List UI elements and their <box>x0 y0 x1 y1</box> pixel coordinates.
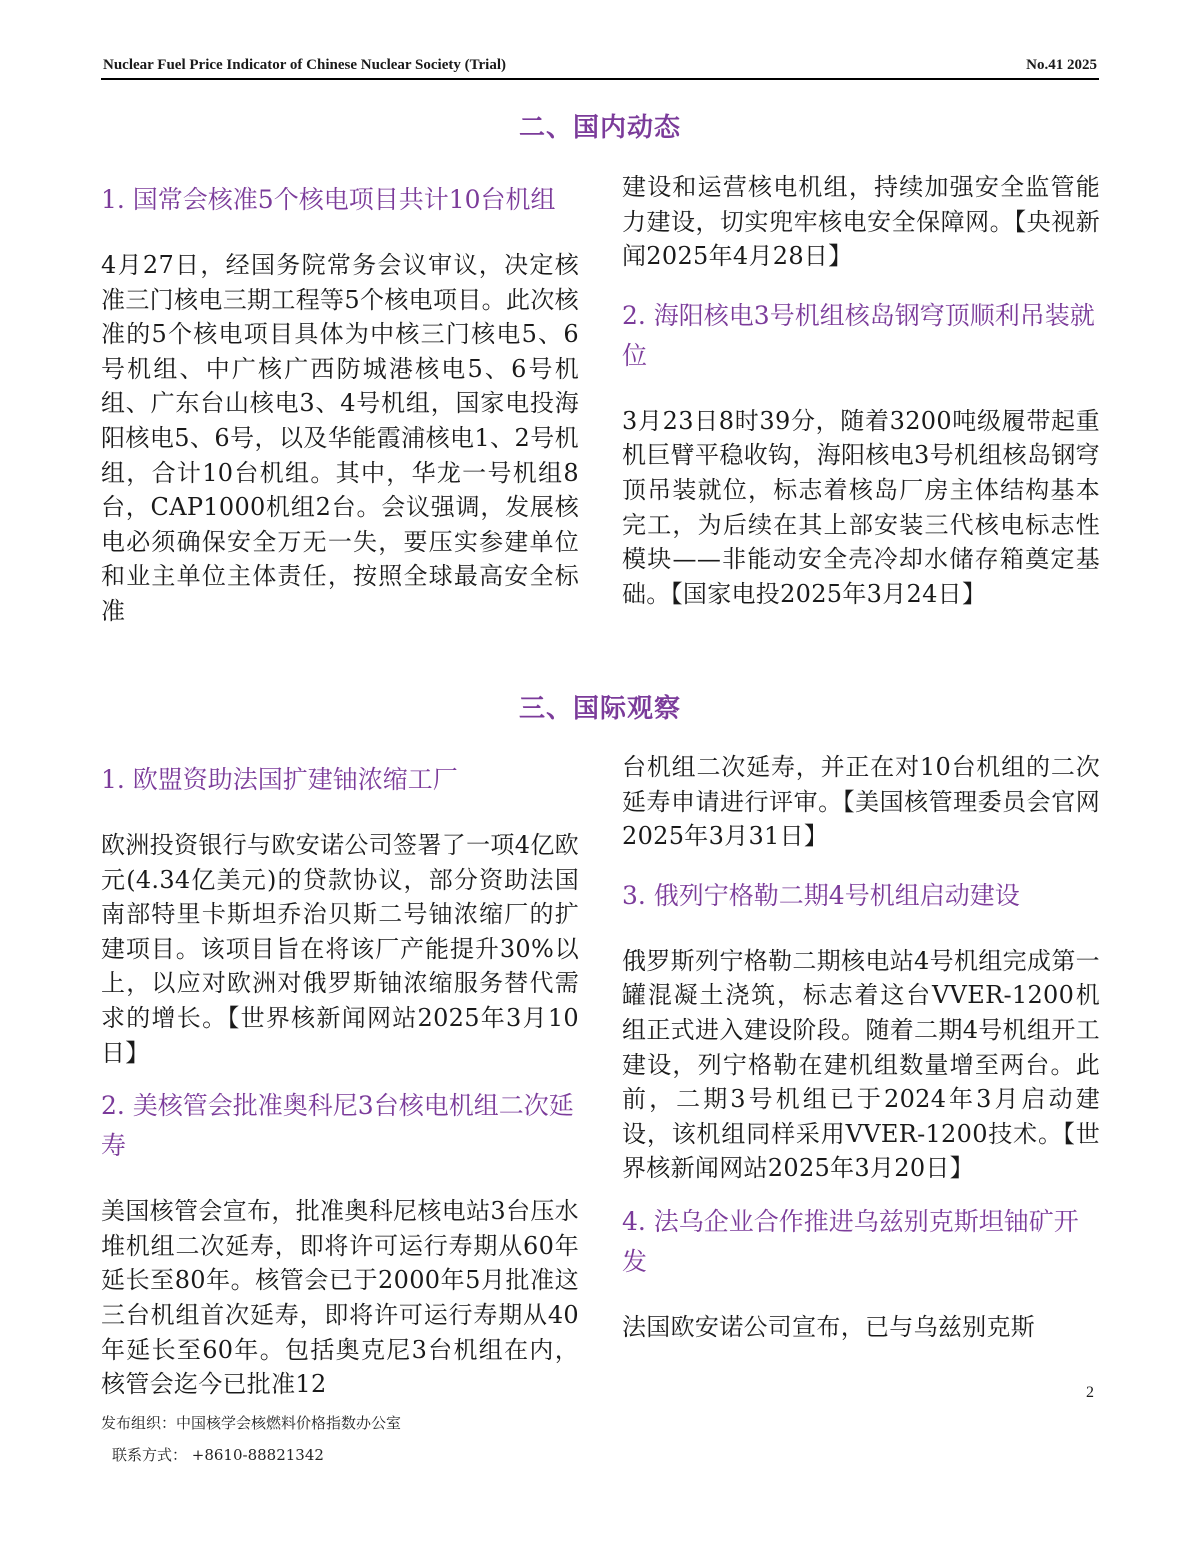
section-title-international: 三、国际观察 <box>518 694 681 724</box>
header-issue: No.41 2025 <box>1026 57 1097 73</box>
article-body: 美国核管会宣布，批准奥科尼核电站3台压水堆机组二次延寿，即将许可运行寿期从60年延长至80年。核管会已于2000年5月批准这三台机组首次延寿，即将许可运行寿期从40年延长至60年。包括奥克尼3台机组在内，核管会迄今已批准12 <box>101 1197 579 1399</box>
article-title: 2. 海阳核电3号机组核岛钢穹顶顺利吊装就位 <box>622 300 1095 370</box>
header-title: Nuclear Fuel Price Indicator of Chinese Nuclear Society (Trial) <box>103 57 506 73</box>
page-header <box>101 56 1099 80</box>
article-title: 4. 法乌企业合作推进乌兹别克斯坦铀矿开发 <box>622 1206 1079 1276</box>
international-left-column <box>101 760 579 1402</box>
article-body: 3月23日8时39分，随着3200吨级履带起重机巨臂平稳收钩，海阳核电3号机组核岛钢穹顶吊装就位，标志着核岛厂房主体结构基本完工，为后续在其上部安装三代核电标志性模块——非能动安全壳冷却水储存箱奠定基础。【国家电投2025年3月24日】 <box>622 406 1100 608</box>
page-number: 2 <box>1086 1384 1094 1401</box>
footer-publisher: 发布组织：中国核学会核燃料价格指数办公室 <box>101 1414 402 1432</box>
article-title: 3. 俄列宁格勒二期4号机组启动建设 <box>622 880 1020 910</box>
article-body: 法国欧安诺公司宣布，已与乌兹别克斯 <box>622 1312 1036 1341</box>
article-body: 欧洲投资银行与欧安诺公司签署了一项4亿欧元(4.34亿美元)的贷款协议，部分资助法国南部特里卡斯坦乔治贝斯二号铀浓缩厂的扩建项目。该项目旨在将该厂产能提升30%以上，以应对欧洲对俄罗斯铀浓缩服务替代需求的增长。【世界核新闻网站2025年3月10日】 <box>101 831 579 1067</box>
article-title: 1. 国常会核准5个核电项目共计10台机组 <box>101 185 556 214</box>
article-body: 俄罗斯列宁格勒二期核电站4号机组完成第一罐混凝土浇筑，标志着这台VVER-1200机组正式进入建设阶段。随着二期4号机组开工建设，列宁格勒在建机组数量增至两台。此前，二期3号机组已于2024年3月启动建设，该机组同样采用VVER-1200技术。【世界核新闻网站2025年3月20日】 <box>622 946 1100 1183</box>
section-title-domestic: 二、国内动态 <box>518 113 681 143</box>
article-body-continued: 建设和运营核电机组，持续加强安全监管能力建设，切实兜牢核电安全保障网。【央视新闻2025年4月28日】 <box>622 173 1100 271</box>
article-title: 2. 美核管会批准奥科尼3台核电机组二次延寿 <box>101 1091 574 1161</box>
international-right-column <box>622 750 1100 1345</box>
article-body: 4月27日，经国务院常务会议审议，决定核准三门核电三期工程等5个核电项目。此次核准的5个核电项目具体为中核三门核电5、6号机组、中广核广西防城港核电5、6号机组、广东台山核电3、4号机组，国家电投海阳核电5、6号，以及华能霞浦核电1、2号机组，合计10台机组。其中，华龙一号机组8台，CAP1000机组2台。会议强调，发展核电必须确保安全万无一失，要压实参建单位和业主单位主体责任，按照全球最高安全标准 <box>101 251 579 625</box>
article-body-continued: 台机组二次延寿，并正在对10台机组的二次延寿申请进行评审。【美国核管理委员会官网2025年3月31日】 <box>622 753 1100 851</box>
domestic-left-column <box>101 180 579 629</box>
article-title: 1. 欧盟资助法国扩建铀浓缩工厂 <box>101 765 458 794</box>
footer-contact: 联系方式： +8610-88821342 <box>112 1446 324 1464</box>
domestic-right-column <box>622 170 1100 611</box>
